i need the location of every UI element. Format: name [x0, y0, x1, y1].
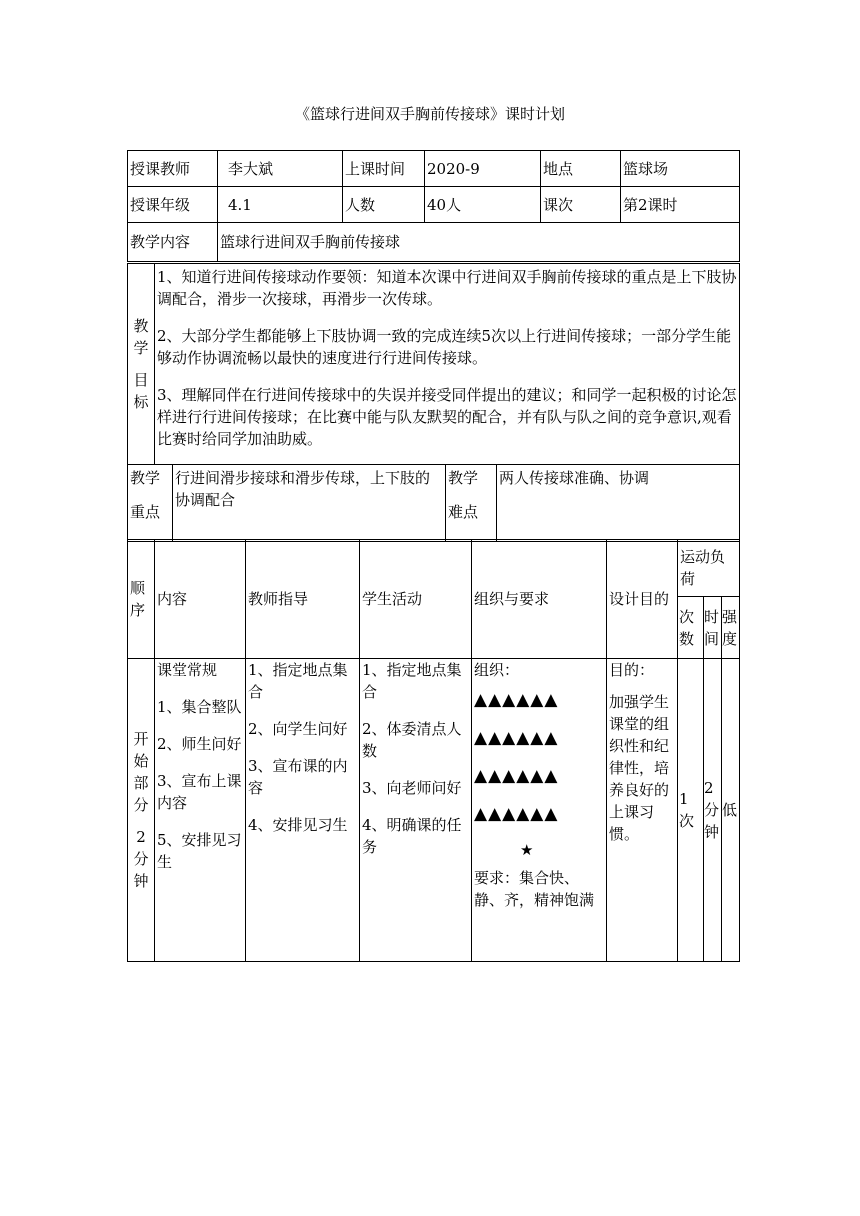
list-item: 课堂常规	[157, 661, 218, 679]
formation-row: ▲▲▲▲▲▲	[474, 728, 559, 748]
header-student: 学生活动	[360, 540, 472, 659]
time-label: 上课时间	[343, 151, 425, 187]
section-student	[360, 659, 472, 962]
goal-item: 3、理解同伴在行进间传接球中的失误并接受同伴提出的建议；和同学一起积极的讨论怎样进行行进间传接球；在比赛中能与队友默契的配合，并有队与队之间的竞争意识,观看比赛时给同学加油助威。	[157, 386, 737, 448]
header-org: 组织与要求	[472, 540, 607, 659]
list-item: 1、集合整队	[157, 698, 242, 716]
content-value: 篮球行进间双手胸前传接球	[218, 223, 740, 262]
goal-item: 2、大部分学生都能够上下肢协调一致的完成连续5次以上行进间传接球；一部分学生能够动作协调流畅以最快的速度进行行进间传接球。	[157, 327, 732, 367]
count-label: 人数	[343, 187, 425, 223]
org-requirement: 要求：集合快、静、齐，精神饱满	[474, 869, 595, 909]
header-load: 运动负荷	[678, 540, 740, 597]
teacher-value: 李大斌	[218, 151, 343, 187]
goal-item: 1、知道行进间传接球动作要领：知道本次课中行进间双手胸前传接球的重点是上下肢协调配合，滑步一次接球，再滑步一次传球。	[157, 268, 737, 308]
list-item: 1、指定地点集合	[362, 661, 462, 701]
info-table	[127, 150, 740, 262]
list-item: 3、宣布课的内容	[248, 757, 348, 797]
list-item: 2、师生问好	[157, 735, 242, 753]
list-item: 4、明确课的任务	[362, 816, 462, 856]
formation-row: ▲▲▲▲▲▲	[474, 804, 559, 824]
list-item: 4、安排见习生	[248, 816, 348, 834]
header-order: 顺序	[128, 540, 155, 659]
header-intensity: 强度	[722, 597, 740, 659]
grade-label: 授课年级	[128, 187, 218, 223]
difficulty-text: 两人传接球准确、协调	[497, 465, 740, 542]
focus-table	[127, 464, 740, 542]
section-teacher	[246, 659, 360, 962]
list-item: 3、向老师问好	[362, 779, 462, 797]
list-item: 5、安排见习生	[157, 831, 242, 871]
difficulty-label: 教学 难点	[446, 465, 497, 542]
place-label: 地点	[541, 151, 621, 187]
list-item: 1、指定地点集合	[248, 661, 348, 701]
goals-text	[155, 264, 740, 465]
lesson-value: 第2课时	[621, 187, 740, 223]
header-design: 设计目的	[607, 540, 678, 659]
teacher-star-icon: ★	[520, 841, 534, 859]
header-times: 次数	[678, 597, 704, 659]
key-label: 教学 重点	[128, 465, 173, 542]
header-content: 内容	[155, 540, 246, 659]
teacher-label: 授课教师	[128, 151, 218, 187]
goals-table	[127, 263, 740, 465]
section-content	[155, 659, 246, 962]
place-value: 篮球场	[621, 151, 740, 187]
formation-row: ▲▲▲▲▲▲	[474, 766, 559, 786]
lesson-label: 课次	[541, 187, 621, 223]
section-name: 开 始 部 分 2 分 钟	[128, 659, 155, 962]
section-design	[607, 659, 678, 962]
document-title: 《篮球行进间双手胸前传接球》课时计划	[294, 105, 565, 123]
time-value: 2020-9	[425, 151, 541, 187]
key-text: 行进间滑步接球和滑步传球，上下肢的协调配合	[173, 465, 446, 542]
header-teacher: 教师指导	[246, 540, 360, 659]
plan-table	[127, 539, 740, 962]
design-text: 加强学生课堂的组织性和纪律性，培养良好的上课习惯。	[609, 693, 670, 843]
load-duration: 2分钟	[704, 659, 722, 962]
list-item: 2、体委清点人数	[362, 720, 462, 760]
section-org	[472, 659, 607, 962]
goals-label: 教 学 目 标	[128, 264, 155, 465]
org-label: 组织：	[474, 661, 520, 679]
load-times: 1次	[678, 659, 704, 962]
formation-row: ▲▲▲▲▲▲	[474, 690, 559, 710]
grade-value: 4.1	[218, 187, 343, 223]
header-duration: 时间	[704, 597, 722, 659]
load-intensity: 低	[722, 659, 740, 962]
list-item: 2、向学生问好	[248, 720, 348, 738]
design-label: 目的：	[609, 661, 655, 679]
list-item: 3、宣布上课内容	[157, 772, 242, 812]
count-value: 40人	[425, 187, 541, 223]
content-label: 教学内容	[128, 223, 218, 262]
